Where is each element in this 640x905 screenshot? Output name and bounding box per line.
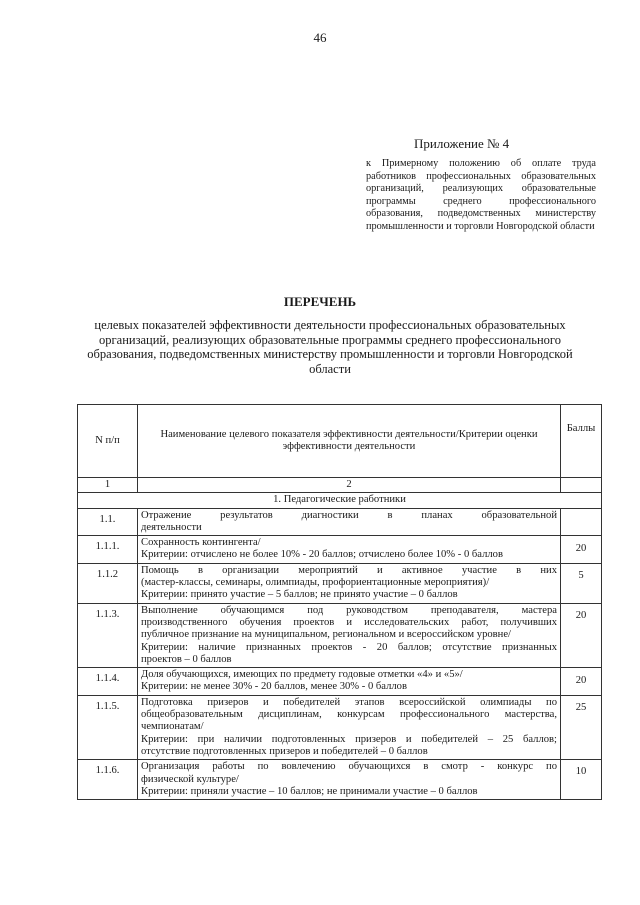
column-number-3 xyxy=(561,478,602,493)
criteria-line: Критерии: при наличии подготовленных призеров и победителей – 25 баллов; xyxy=(141,733,557,745)
criteria-line: публичное признание на муниципальном, региональном и всероссийском уровне/ xyxy=(141,629,511,641)
row-number: 1.1.2 xyxy=(78,563,138,603)
criteria-line: Критерии: не менее 30% - 20 баллов, менее 30% - 0 баллов xyxy=(141,681,407,693)
row-criteria xyxy=(138,695,561,759)
row-criteria xyxy=(138,603,561,667)
appendix-note: к Примерному положению об оплате труда работников профессиональных образовательных организаций, реализующих образовательные программы среднего профессионального образования, подведомственных министерству промышленности и торговли Новгородской области xyxy=(366,158,596,232)
criteria-line: физической культуре/ xyxy=(141,773,239,785)
criteria-line: Доля обучающихся, имеющих по предмету годовые отметки «4» и «5»/ xyxy=(141,669,463,681)
column-number-row xyxy=(78,478,602,493)
column-number-2: 2 xyxy=(138,478,561,493)
table-row xyxy=(78,563,602,603)
criteria-line: чемпионатам/ xyxy=(141,721,204,733)
criteria-line: деятельности xyxy=(141,521,202,533)
table-row xyxy=(78,695,602,759)
criteria-line: (мастер-классы, семинары, олимпиады, профориентационные мероприятия)/ xyxy=(141,577,490,589)
criteria-line: Подготовка призеров и победителей этапов всероссийской олимпиады по xyxy=(141,696,557,708)
table-header-row xyxy=(78,405,602,478)
criteria-line: производственного обучения проектов и исследовательских работ, получивших xyxy=(141,616,557,628)
document-subtitle: целевых показателей эффективности деятельности профессиональных образовательных организаций, реализующих образовательные программы среднего профессионального образования, подведомственных министерству промышленности и торговли Новгородской области xyxy=(87,318,573,376)
row-number: 1.1.1. xyxy=(78,536,138,564)
row-number: 1.1.5. xyxy=(78,695,138,759)
header-score: Баллы xyxy=(561,405,602,478)
table-row xyxy=(78,668,602,696)
criteria-line: Помощь в организации мероприятий и активное участие в них xyxy=(141,564,557,576)
criteria-line: Отражение результатов диагностики в планах образовательной xyxy=(141,509,557,521)
row-score: 5 xyxy=(561,563,602,603)
table-row xyxy=(78,760,602,800)
section-title: 1. Педагогические работники xyxy=(78,493,602,508)
criteria-line: Сохранность контингента/ xyxy=(141,537,261,549)
row-score xyxy=(561,508,602,536)
row-criteria xyxy=(138,508,561,536)
header-num: N п/п xyxy=(78,405,138,478)
criteria-line: Критерии: приняли участие – 10 баллов; не принимали участие – 0 баллов xyxy=(141,785,478,797)
table-row xyxy=(78,536,602,564)
row-score: 20 xyxy=(561,603,602,667)
criteria-line: Выполнение обучающимся под руководством преподавателя, мастера xyxy=(141,604,557,616)
header-name: Наименование целевого показателя эффективности деятельности/Критерии оценки эффективности деятельности xyxy=(138,405,561,478)
criteria-line: Критерии: наличие признанных проектов - 20 баллов; отсутствие признанных xyxy=(141,641,557,653)
page-number: 46 xyxy=(313,30,327,45)
criteria-line: Организация работы по вовлечению обучающихся в смотр - конкурс по xyxy=(141,761,557,773)
table-row xyxy=(78,508,602,536)
section-row xyxy=(78,493,602,508)
criteria-rows xyxy=(78,508,602,800)
column-number-1: 1 xyxy=(78,478,138,493)
criteria-line: проектов – 0 баллов xyxy=(141,653,232,665)
row-score: 25 xyxy=(561,695,602,759)
criteria-line: Критерии: отчислено не более 10% - 20 баллов; отчислено более 10% - 0 баллов xyxy=(141,549,503,561)
criteria-line: Критерии: принято участие – 5 баллов; не принято участие – 0 баллов xyxy=(141,589,458,601)
row-criteria xyxy=(138,760,561,800)
row-number: 1.1.3. xyxy=(78,603,138,667)
row-criteria xyxy=(138,563,561,603)
row-criteria xyxy=(138,668,561,696)
row-number: 1.1.6. xyxy=(78,760,138,800)
row-number: 1.1. xyxy=(78,508,138,536)
row-number: 1.1.4. xyxy=(78,668,138,696)
criteria-line: отсутствие подготовленных призеров и победителей – 0 баллов xyxy=(141,745,428,757)
document-title: ПЕРЕЧЕНЬ xyxy=(283,294,357,309)
row-score: 20 xyxy=(561,668,602,696)
criteria-line: общеобразовательным дисциплинам, конкурсам профессионального мастерства, xyxy=(141,709,557,721)
appendix-title: Приложение № 4 xyxy=(414,136,510,151)
criteria-table xyxy=(77,404,602,800)
row-score: 10 xyxy=(561,760,602,800)
row-score: 20 xyxy=(561,536,602,564)
row-criteria xyxy=(138,536,561,564)
table-row xyxy=(78,603,602,667)
